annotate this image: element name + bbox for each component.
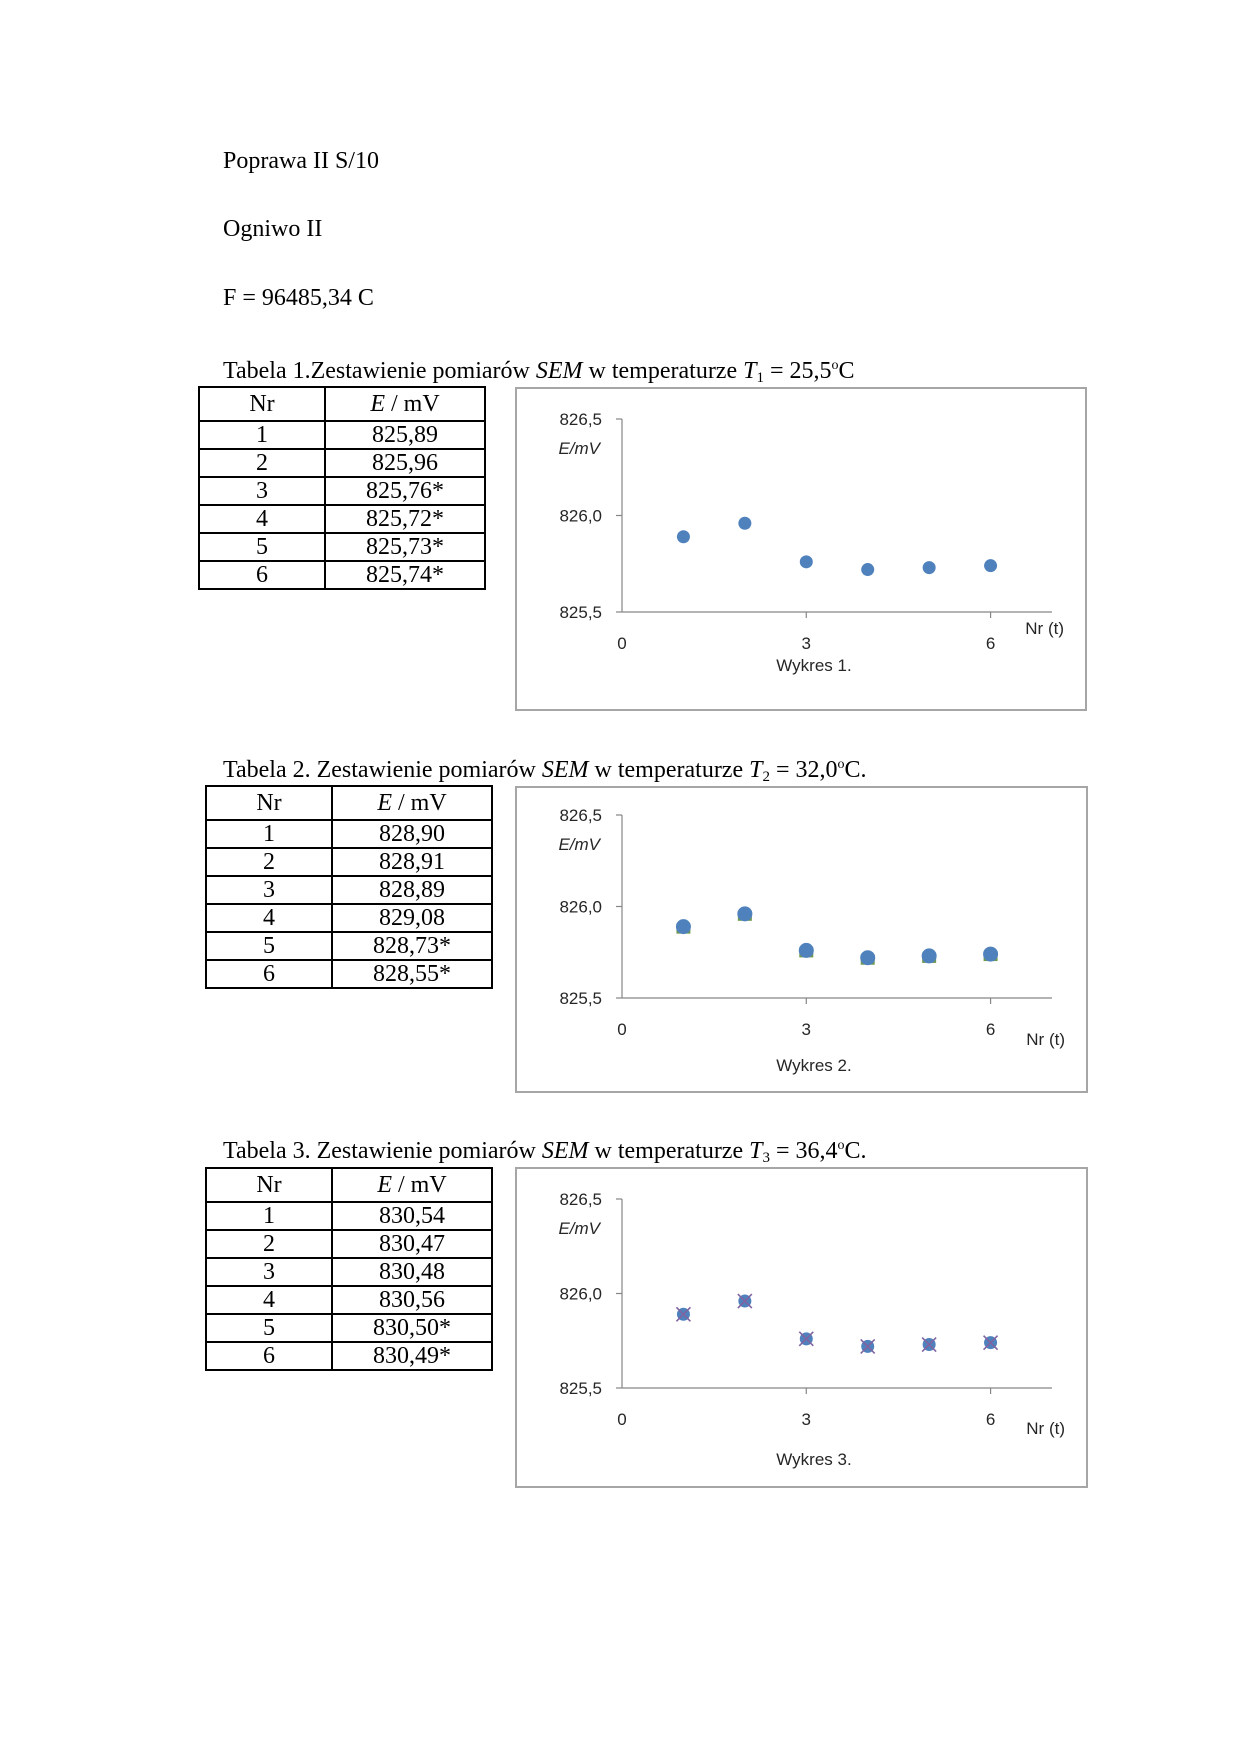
cell-e-value: 825,89 [325, 421, 485, 449]
data-point [738, 517, 751, 530]
caption-sem: SEM [535, 358, 583, 384]
cell-nr: 4 [199, 505, 325, 533]
data-point [861, 563, 874, 576]
cell-nr: 6 [206, 960, 332, 988]
header-line-2: Ogniwo II [223, 216, 323, 242]
symbol-e: E [377, 790, 392, 816]
column-header-e: E / mV [332, 1168, 492, 1202]
chart-title: Wykres 3. [776, 1450, 852, 1469]
table-header-row [199, 387, 485, 421]
chart-svg [517, 788, 1086, 1091]
cell-e-value: 829,08 [332, 904, 492, 932]
data-point [860, 950, 875, 965]
x-tick-label: 3 [801, 1020, 812, 1039]
table-header-row [206, 786, 492, 820]
x-tick-label: 3 [801, 1410, 812, 1429]
caption-t-symbol: T [749, 1138, 763, 1164]
cell-nr: 1 [206, 820, 332, 848]
data-point [984, 559, 997, 572]
data-point [983, 947, 998, 962]
caption-value: = 36,4 [769, 1138, 838, 1164]
x-tick-label: 3 [801, 634, 812, 653]
caption-suffix: C. [844, 757, 867, 783]
column-header-e: E / mV [325, 387, 485, 421]
caption-text: Tabela 1.Zestawienie pomiarów [223, 358, 536, 384]
data-point [676, 1307, 690, 1321]
data-point [800, 555, 813, 568]
cell-nr: 3 [199, 477, 325, 505]
data-point-circle [738, 517, 751, 530]
table-row [206, 1286, 492, 1314]
table-row [206, 1202, 492, 1230]
y-tick-label: 826,5 [559, 410, 602, 429]
chart-svg [517, 389, 1085, 709]
cell-e-value: 830,50* [332, 1314, 492, 1342]
data-point-circle [983, 947, 998, 962]
data-point-circle [861, 563, 874, 576]
header-line-3: F = 96485,34 C [223, 285, 374, 311]
cell-nr: 2 [199, 449, 325, 477]
y-tick-label: 826,0 [559, 506, 602, 526]
data-point [738, 1294, 752, 1308]
data-point-circle [677, 530, 690, 543]
table-row [206, 1314, 492, 1342]
caption-text: w temperaturze [582, 358, 744, 384]
cell-nr: 5 [206, 932, 332, 960]
chart-3 [515, 1167, 1088, 1488]
table-row [199, 477, 485, 505]
chart-title: Wykres 2. [776, 1056, 852, 1075]
data-point-circle [799, 943, 814, 958]
cell-nr: 1 [199, 421, 325, 449]
caption-suffix: C. [844, 1138, 867, 1164]
data-point-circle [984, 559, 997, 572]
caption-sem: SEM [541, 757, 589, 783]
chart-1 [515, 387, 1087, 711]
table-3-caption [223, 1132, 867, 1172]
y-tick-label: 825,5 [559, 989, 602, 1008]
x-axis-label: Nr (t) [1025, 619, 1064, 638]
cell-e-value: 830,56 [332, 1286, 492, 1314]
caption-degree: o [837, 1138, 845, 1153]
x-tick-label: 6 [985, 1020, 996, 1039]
caption-degree: o [831, 358, 839, 373]
x-axis-label: Nr (t) [1026, 1419, 1065, 1438]
cell-e-value: 825,96 [325, 449, 485, 477]
x-tick-label: 0 [617, 1020, 627, 1039]
chart-2 [515, 786, 1088, 1093]
chart-title: Wykres 1. [776, 656, 852, 675]
caption-text: w temperaturze [588, 1138, 750, 1164]
cell-nr: 3 [206, 876, 332, 904]
data-point [984, 1336, 998, 1350]
cell-nr: 4 [206, 904, 332, 932]
caption-suffix: C [838, 358, 855, 384]
data-point [737, 906, 752, 921]
table-row [199, 505, 485, 533]
table-row [199, 449, 485, 477]
table-row [206, 1342, 492, 1370]
table-row [199, 421, 485, 449]
chart-svg [517, 1169, 1086, 1486]
y-tick-label: 825,5 [559, 603, 602, 622]
cell-e-value: 825,72* [325, 505, 485, 533]
cell-e-value: 825,73* [325, 533, 485, 561]
table-row [206, 904, 492, 932]
y-tick-label: 826,5 [559, 1190, 602, 1209]
x-tick-label: 6 [985, 1410, 996, 1429]
cell-nr: 1 [206, 1202, 332, 1230]
caption-subscript: 3 [762, 1150, 770, 1166]
x-tick-label: 0 [617, 634, 627, 653]
cell-e-value: 830,48 [332, 1258, 492, 1286]
x-tick-label: 6 [985, 634, 996, 653]
table-row [206, 932, 492, 960]
caption-t-symbol: T [749, 757, 763, 783]
table-row [206, 848, 492, 876]
table-row [206, 1258, 492, 1286]
cell-e-value: 828,90 [332, 820, 492, 848]
data-point [799, 1332, 813, 1346]
x-tick-label: 0 [617, 1410, 627, 1429]
cell-e-value: 828,89 [332, 876, 492, 904]
caption-degree: o [837, 757, 845, 772]
cell-e-value: 825,74* [325, 561, 485, 589]
data-point [923, 561, 936, 574]
data-point [922, 1338, 936, 1352]
y-tick-label: 825,5 [559, 1379, 602, 1398]
caption-subscript: 1 [756, 370, 764, 386]
header-line-1: Poprawa II S/10 [223, 148, 379, 174]
cell-e-value: 828,73* [332, 932, 492, 960]
cell-nr: 5 [206, 1314, 332, 1342]
caption-text: w temperaturze [588, 757, 750, 783]
table-row [206, 1230, 492, 1258]
data-point [799, 943, 814, 958]
y-tick-label: 826,5 [559, 806, 602, 825]
table-row [206, 820, 492, 848]
caption-text: Tabela 3. Zestawienie pomiarów [223, 1138, 542, 1164]
data-point-circle [922, 948, 937, 963]
cell-e-value: 830,49* [332, 1342, 492, 1370]
table-header-row [206, 1168, 492, 1202]
cell-e-value: 828,55* [332, 960, 492, 988]
column-header-nr: Nr [199, 387, 325, 421]
caption-t-symbol: T [743, 358, 757, 384]
table-row [206, 960, 492, 988]
column-header-nr: Nr [206, 1168, 332, 1202]
column-header-nr: Nr [206, 786, 332, 820]
symbol-e: E [370, 391, 385, 417]
data-point [677, 530, 690, 543]
symbol-e: E [377, 1172, 392, 1198]
data-point [676, 919, 691, 934]
caption-text: Tabela 2. Zestawienie pomiarów [223, 757, 542, 783]
data-point-circle [860, 950, 875, 965]
measurement-table-1 [198, 386, 486, 590]
cell-e-value: 825,76* [325, 477, 485, 505]
data-point [861, 1339, 875, 1353]
table-row [199, 533, 485, 561]
y-tick-label: 826,0 [559, 1284, 602, 1304]
cell-nr: 3 [206, 1258, 332, 1286]
caption-subscript: 2 [762, 769, 770, 785]
y-axis-label: E/mV [558, 835, 600, 854]
cell-nr: 2 [206, 848, 332, 876]
cell-nr: 2 [206, 1230, 332, 1258]
cell-e-value: 828,91 [332, 848, 492, 876]
cell-e-value: 830,47 [332, 1230, 492, 1258]
cell-nr: 4 [206, 1286, 332, 1314]
table-row [199, 561, 485, 589]
caption-sem: SEM [541, 1138, 589, 1164]
column-header-e: E / mV [332, 786, 492, 820]
data-point-circle [676, 919, 691, 934]
cell-nr: 6 [206, 1342, 332, 1370]
y-tick-label: 826,0 [559, 897, 602, 917]
data-point-circle [923, 561, 936, 574]
data-point-circle [737, 906, 752, 921]
y-axis-label: E/mV [558, 439, 600, 458]
data-point-circle [800, 555, 813, 568]
cell-nr: 5 [199, 533, 325, 561]
measurement-table-3 [205, 1167, 493, 1371]
x-axis-label: Nr (t) [1026, 1030, 1065, 1049]
cell-e-value: 830,54 [332, 1202, 492, 1230]
caption-value: = 25,5 [763, 358, 832, 384]
y-axis-label: E/mV [558, 1219, 600, 1238]
table-row [206, 876, 492, 904]
data-point [922, 948, 937, 963]
cell-nr: 6 [199, 561, 325, 589]
caption-value: = 32,0 [769, 757, 838, 783]
measurement-table-2 [205, 785, 493, 989]
